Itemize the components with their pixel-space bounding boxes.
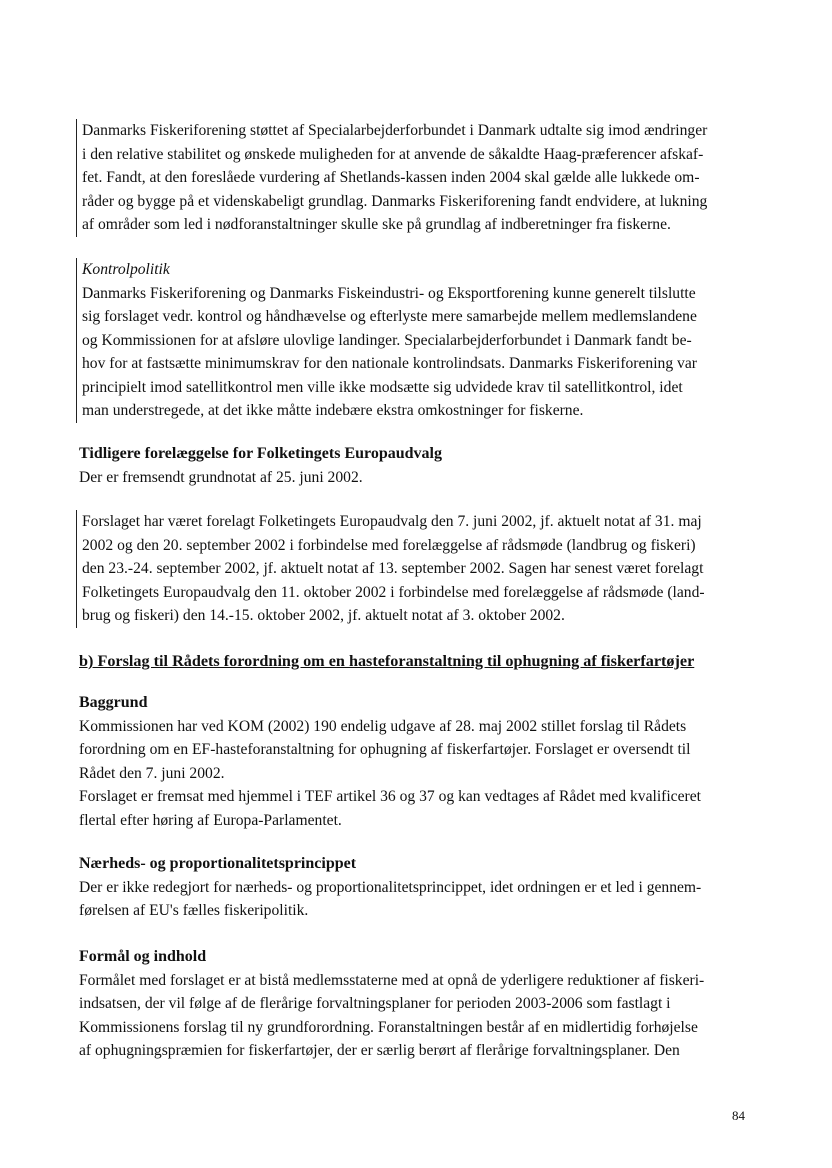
text-line: Folketingets Europaudvalg den 11. oktober 2002 i forbindelse med forelæggelse af rådsmøde (land- xyxy=(82,583,705,601)
committee-presentation-paragraph xyxy=(76,510,757,628)
text-line: Forslaget er fremsat med hjemmel i TEF artikel 36 og 37 og kan vedtages af Rådet med kvalificeret xyxy=(79,788,701,805)
text-line: Der er fremsendt grundnotat af 25. juni 2002. xyxy=(79,468,363,486)
text-line: indsatsen, der vil følge af de flerårige forvaltningsplaner for perioden 2003-2006 som fastlagt i xyxy=(79,995,671,1012)
purpose-content-section xyxy=(76,945,756,1063)
section-heading: Nærheds- og proportionalitetsprincippet xyxy=(79,855,357,872)
text-line: sig forslaget vedr. kontrol og håndhævelse og efterlyste mere samarbejde mellem medlemslandene xyxy=(82,308,697,325)
text-line: den 23.-24. september 2002, jf. aktuelt notat af 13. september 2002. Sagen har senest været forelagt xyxy=(82,560,704,577)
background-section xyxy=(76,691,756,832)
section-subheading: Kontrolpolitik xyxy=(82,261,170,278)
subsidiarity-section xyxy=(76,852,756,923)
text-line: 2002 og den 20. september 2002 i forbindelse med forelæggelse af rådsmøde (landbrug og fiskeri) xyxy=(82,536,696,554)
text-line: principielt imod satellitkontrol men ville ikke modsætte sig udvidede krav til satellitkontrol, idet xyxy=(82,378,683,396)
text-line: råder og bygge på et videnskabeligt grundlag. Danmarks Fiskeriforening fandt endvidere, at lukning xyxy=(82,192,708,210)
text-line: flertal efter høring af Europa-Parlamentet. xyxy=(79,811,342,829)
text-line: Rådet den 7. juni 2002. xyxy=(79,764,225,782)
text-line: Danmarks Fiskeriforening støttet af Specialarbejderforbundet i Danmark udtalte sig imod ændringer xyxy=(82,122,708,139)
section-heading: Formål og indhold xyxy=(79,948,207,965)
text-line: Der er ikke redegjort for nærheds- og proportionalitetsprincippet, idet ordningen er et led i gennem- xyxy=(79,878,702,896)
section-b-heading: b) Forslag til Rådets forordning om en hasteforanstaltning til ophugning af fiskerfartøjer xyxy=(79,652,695,670)
text-line: Danmarks Fiskeriforening og Danmarks Fiskeindustri- og Eksportforening kunne generelt tilslutte xyxy=(82,284,696,302)
section-heading: Baggrund xyxy=(79,694,148,711)
text-line: Forslaget har været forelagt Folketingets Europaudvalg den 7. juni 2002, jf. aktuelt notat af 31. maj xyxy=(82,513,702,530)
text-line: af ophugningspræmien for fiskerfartøjer, der er særlig berørt af flerårige forvaltningsplaner. Den xyxy=(79,1042,680,1059)
previous-presentation-section xyxy=(76,442,756,489)
text-line: og Kommissionen for at afsløre ulovlige landinger. Specialarbejderforbundet i Danmark fandt be- xyxy=(82,331,692,349)
text-line: man understregede, at det ikke måtte indebære ekstra omkostninger for fiskerne. xyxy=(82,402,584,419)
text-line: fet. Fandt, at den foreslåede vurdering af Shetlands-kassen inden 2004 skal gælde alle lukkede om- xyxy=(82,169,700,186)
text-line: Formålet med forslaget er at bistå medlemsstaterne med at opnå de yderligere reduktioner af fiskeri- xyxy=(79,971,705,989)
section-heading: Tidligere forelæggelse for Folketingets Europaudvalg xyxy=(79,445,442,462)
text-line: i den relative stabilitet og ønskede muligheden for at anvende de såkaldte Haag-præferencer afskaf- xyxy=(82,145,704,163)
section-b-title xyxy=(76,650,756,674)
page-number: 84 xyxy=(732,1108,745,1123)
text-line: brug og fiskeri) den 14.-15. oktober 2002, jf. aktuelt notat af 3. oktober 2002. xyxy=(82,607,565,624)
text-line: forordning om en EF-hasteforanstaltning for ophugning af fiskerfartøjer. Forslaget er oversendt til xyxy=(79,741,691,758)
fishery-association-paragraph xyxy=(76,119,757,237)
text-line: førelsen af EU's fælles fiskeripolitik. xyxy=(79,902,309,919)
text-line: hov for at fastsætte minimumskrav for den nationale kontrolindsats. Danmarks Fiskeriforening var xyxy=(82,355,697,372)
text-line: Kommissionens forslag til ny grundforordning. Foranstaltningen består af en midlertidig forhøjelse xyxy=(79,1018,698,1036)
control-policy-section xyxy=(76,258,757,423)
text-line: af områder som led i nødforanstaltninger skulle ske på grundlag af indberetninger fra fiskerne. xyxy=(82,216,671,233)
text-line: Kommissionen har ved KOM (2002) 190 endelig udgave af 28. maj 2002 stillet forslag til Rådets xyxy=(79,717,687,735)
